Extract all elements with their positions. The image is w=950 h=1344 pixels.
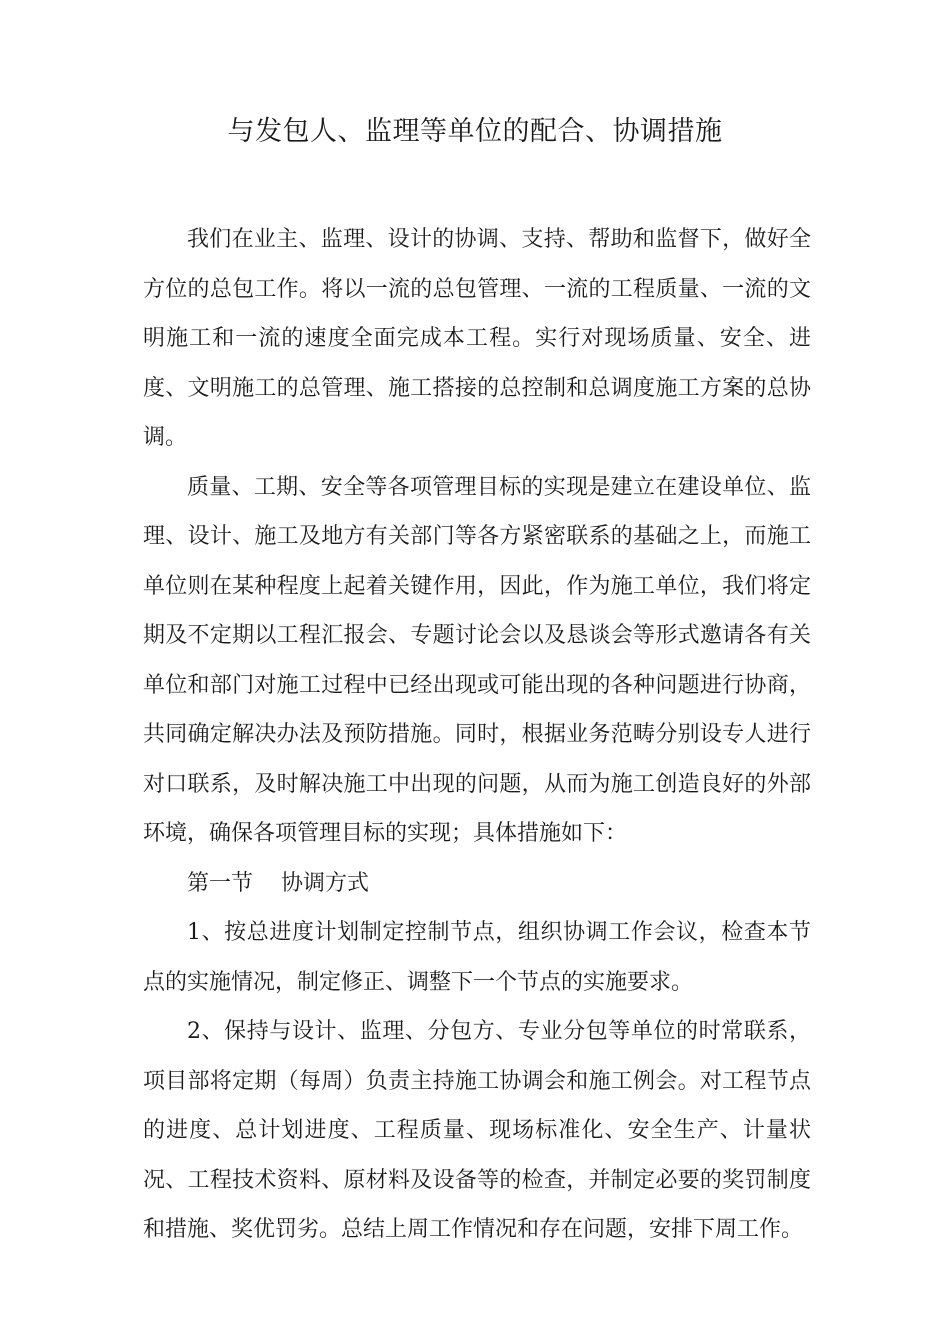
document-title: 与发包人、监理等单位的配合、协调措施 <box>227 116 723 147</box>
list-item: 2、保持与设计、监理、分包方、专业分包等单位的时常联系，项目部将定期（每周）负责主持施工协调会和施工例会。对工程节点的进度、总计划进度、工程质量、现场标准化、安全生产、计量状况、工程技术资料、原材料及设备等的检查，并制定必要的奖罚制度和措施、奖优罚劣。总结上周工作情况和存在问题，安排下周工作。 <box>143 1019 811 1242</box>
document-body <box>143 215 811 1255</box>
list-item: 1、按总进度计划制定控制节点，组织协调工作会议，检查本节点的实施情况，制定修正、调整下一个节点的实施要求。 <box>143 920 811 995</box>
paragraph-intro: 我们在业主、监理、设计的协调、支持、帮助和监督下，做好全方位的总包工作。将以一流的总包管理、一流的工程质量、一流的文明施工和一流的速度全面完成本工程。实行对现场质量、安全、进度、文明施工的总管理、施工搭接的总控制和总调度施工方案的总协调。 <box>143 227 811 450</box>
section-heading: 第一节 协调方式 <box>187 870 369 896</box>
paragraph-coordination-goals: 质量、工期、安全等各项管理目标的实现是建立在建设单位、监理、设计、施工及地方有关部门等各方紧密联系的基础之上，而施工单位则在某种程度上起着关键作用，因此，作为施工单位，我们将定期及不定期以工程汇报会、专题讨论会以及恳谈会等形式邀请各有关单位和部门对施工过程中已经出现或可能出现的各种问题进行协商，共同确定解决办法及预防措施。同时，根据业务范畴分别设专人进行对口联系，及时解决施工中出现的问题，从而为施工创造良好的外部环境，确保各项管理目标的实现；具体措施如下： <box>143 474 811 846</box>
